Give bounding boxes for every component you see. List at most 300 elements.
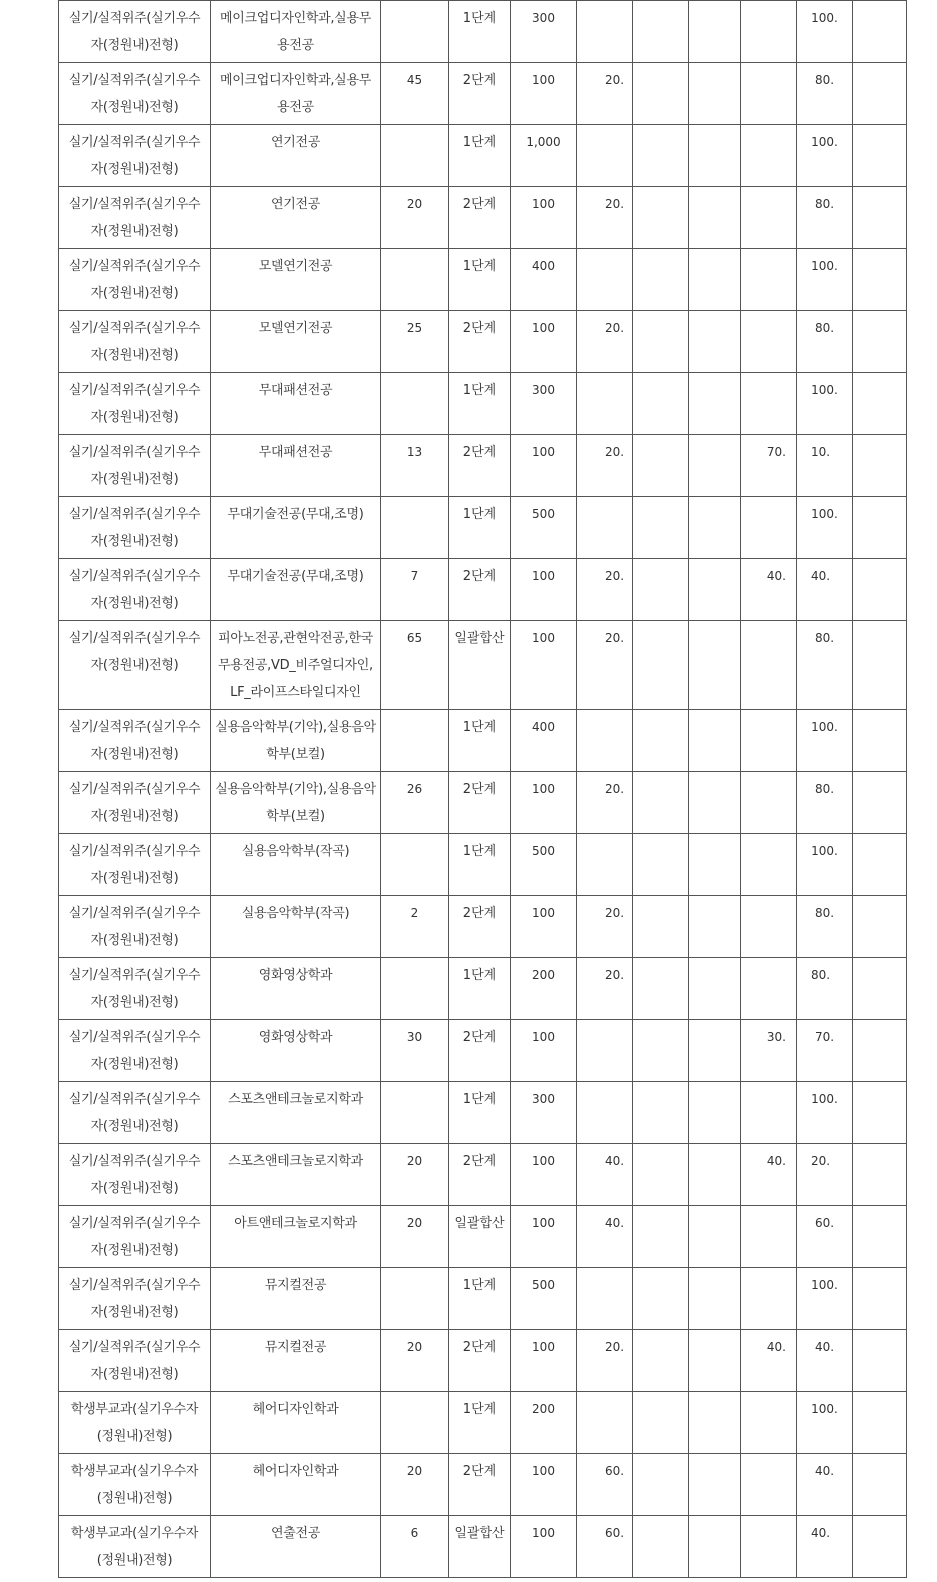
admission-type-cell: 실기/실적위주(실기우수자(정원내)전형): [59, 311, 211, 373]
score-ratio-cell-5: 100.: [797, 710, 853, 772]
stage-cell: 일괄합산: [449, 1206, 511, 1268]
major-cell: 스포츠앤테크놀로지학과: [211, 1144, 381, 1206]
admission-type-cell: 실기/실적위주(실기우수자(정원내)전형): [59, 373, 211, 435]
score-ratio-cell-2: [633, 1516, 689, 1578]
table-row: [59, 1, 907, 63]
score-ratio-cell-5: 80.: [797, 958, 853, 1020]
score-ratio-cell-4: [741, 958, 797, 1020]
quota-cell: 25: [381, 311, 449, 373]
score-ratio-cell-3: [689, 125, 741, 187]
quota-cell: [381, 249, 449, 311]
stage-cell: 2단계: [449, 896, 511, 958]
score-ratio-cell-1: [577, 1082, 633, 1144]
stage-cell: 일괄합산: [449, 621, 511, 710]
score-ratio-cell-6: [853, 710, 907, 772]
admission-type-cell: 실기/실적위주(실기우수자(정원내)전형): [59, 125, 211, 187]
selection-multiplier-cell: 100: [511, 896, 577, 958]
table-row: [59, 710, 907, 772]
score-ratio-cell-4: 30.: [741, 1020, 797, 1082]
stage-cell: 1단계: [449, 834, 511, 896]
quota-cell: 20: [381, 1144, 449, 1206]
table-row: [59, 125, 907, 187]
table-row: [59, 63, 907, 125]
score-ratio-cell-6: [853, 1020, 907, 1082]
score-ratio-cell-6: [853, 1454, 907, 1516]
selection-multiplier-cell: 100: [511, 772, 577, 834]
score-ratio-cell-1: 20.: [577, 63, 633, 125]
score-ratio-cell-6: [853, 834, 907, 896]
score-ratio-cell-3: [689, 1268, 741, 1330]
quota-cell: 20: [381, 1206, 449, 1268]
score-ratio-cell-4: [741, 1268, 797, 1330]
quota-cell: [381, 1, 449, 63]
score-ratio-cell-5: 100.: [797, 834, 853, 896]
score-ratio-cell-5: 100.: [797, 249, 853, 311]
score-ratio-cell-5: 20.: [797, 1144, 853, 1206]
admission-type-cell: 학생부교과(실기우수자(정원내)전형): [59, 1392, 211, 1454]
major-cell: 헤어디자인학과: [211, 1392, 381, 1454]
score-ratio-cell-5: 40.: [797, 1454, 853, 1516]
score-ratio-cell-3: [689, 1392, 741, 1454]
score-ratio-cell-1: [577, 1, 633, 63]
score-ratio-cell-4: [741, 187, 797, 249]
selection-multiplier-cell: 100: [511, 1516, 577, 1578]
score-ratio-cell-4: [741, 1516, 797, 1578]
major-cell: 피아노전공,관현악전공,한국무용전공,VD_비주얼디자인,LF_라이프스타일디자인: [211, 621, 381, 710]
score-ratio-cell-2: [633, 187, 689, 249]
major-cell: 헤어디자인학과: [211, 1454, 381, 1516]
stage-cell: 2단계: [449, 311, 511, 373]
admission-type-cell: 실기/실적위주(실기우수자(정원내)전형): [59, 1330, 211, 1392]
table-row: [59, 772, 907, 834]
score-ratio-cell-1: 60.: [577, 1516, 633, 1578]
score-ratio-cell-3: [689, 1206, 741, 1268]
stage-cell: 2단계: [449, 1454, 511, 1516]
score-ratio-cell-6: [853, 1082, 907, 1144]
score-ratio-cell-6: [853, 621, 907, 710]
quota-cell: 20: [381, 1454, 449, 1516]
major-cell: 무대패션전공: [211, 373, 381, 435]
score-ratio-cell-5: 100.: [797, 1082, 853, 1144]
score-ratio-cell-4: 40.: [741, 1144, 797, 1206]
score-ratio-cell-1: 40.: [577, 1144, 633, 1206]
quota-cell: 20: [381, 1330, 449, 1392]
score-ratio-cell-2: [633, 63, 689, 125]
score-ratio-cell-6: [853, 1144, 907, 1206]
score-ratio-cell-1: 20.: [577, 435, 633, 497]
admission-type-cell: 실기/실적위주(실기우수자(정원내)전형): [59, 1020, 211, 1082]
admission-type-cell: 실기/실적위주(실기우수자(정원내)전형): [59, 63, 211, 125]
table-row: [59, 559, 907, 621]
quota-cell: [381, 958, 449, 1020]
score-ratio-cell-1: [577, 1020, 633, 1082]
score-ratio-cell-2: [633, 435, 689, 497]
score-ratio-cell-4: [741, 834, 797, 896]
score-ratio-cell-6: [853, 1206, 907, 1268]
stage-cell: 2단계: [449, 559, 511, 621]
table-row: [59, 621, 907, 710]
score-ratio-cell-5: 80.: [797, 621, 853, 710]
score-ratio-cell-3: [689, 1020, 741, 1082]
score-ratio-cell-6: [853, 1516, 907, 1578]
selection-multiplier-cell: 100: [511, 1020, 577, 1082]
major-cell: 영화영상학과: [211, 1020, 381, 1082]
score-ratio-cell-4: [741, 311, 797, 373]
major-cell: 아트앤테크놀로지학과: [211, 1206, 381, 1268]
score-ratio-cell-5: 80.: [797, 896, 853, 958]
score-ratio-cell-3: [689, 1330, 741, 1392]
selection-multiplier-cell: 500: [511, 834, 577, 896]
stage-cell: 1단계: [449, 958, 511, 1020]
score-ratio-cell-1: 20.: [577, 772, 633, 834]
admission-type-cell: 실기/실적위주(실기우수자(정원내)전형): [59, 497, 211, 559]
score-ratio-cell-2: [633, 559, 689, 621]
score-ratio-cell-5: 80.: [797, 772, 853, 834]
score-ratio-cell-5: 100.: [797, 125, 853, 187]
score-ratio-cell-4: [741, 1392, 797, 1454]
major-cell: 연기전공: [211, 187, 381, 249]
score-ratio-cell-3: [689, 373, 741, 435]
score-ratio-cell-2: [633, 1392, 689, 1454]
score-ratio-cell-4: [741, 373, 797, 435]
selection-multiplier-cell: 500: [511, 497, 577, 559]
stage-cell: 1단계: [449, 1392, 511, 1454]
stage-cell: 1단계: [449, 497, 511, 559]
stage-cell: 1단계: [449, 1268, 511, 1330]
quota-cell: 30: [381, 1020, 449, 1082]
score-ratio-cell-4: [741, 896, 797, 958]
admission-type-cell: 실기/실적위주(실기우수자(정원내)전형): [59, 435, 211, 497]
admission-type-cell: 실기/실적위주(실기우수자(정원내)전형): [59, 1, 211, 63]
score-ratio-cell-2: [633, 497, 689, 559]
major-cell: 실용음악학부(작곡): [211, 834, 381, 896]
score-ratio-cell-1: 20.: [577, 896, 633, 958]
score-ratio-cell-2: [633, 1, 689, 63]
score-ratio-cell-6: [853, 187, 907, 249]
quota-cell: [381, 1082, 449, 1144]
score-ratio-cell-4: [741, 125, 797, 187]
score-ratio-cell-5: 80.: [797, 311, 853, 373]
score-ratio-cell-5: 10.: [797, 435, 853, 497]
selection-multiplier-cell: 100: [511, 1144, 577, 1206]
stage-cell: 일괄합산: [449, 1516, 511, 1578]
score-ratio-cell-5: 60.: [797, 1206, 853, 1268]
admission-type-cell: 실기/실적위주(실기우수자(정원내)전형): [59, 621, 211, 710]
score-ratio-cell-6: [853, 772, 907, 834]
stage-cell: 2단계: [449, 1330, 511, 1392]
table-row: [59, 1082, 907, 1144]
major-cell: 뮤지컬전공: [211, 1330, 381, 1392]
major-cell: 메이크업디자인학과,실용무용전공: [211, 1, 381, 63]
score-ratio-cell-5: 40.: [797, 1516, 853, 1578]
selection-multiplier-cell: 100: [511, 1206, 577, 1268]
score-ratio-cell-3: [689, 710, 741, 772]
score-ratio-cell-6: [853, 63, 907, 125]
admission-type-cell: 실기/실적위주(실기우수자(정원내)전형): [59, 958, 211, 1020]
score-ratio-cell-5: 80.: [797, 187, 853, 249]
score-ratio-cell-3: [689, 63, 741, 125]
score-ratio-cell-4: 40.: [741, 1330, 797, 1392]
score-ratio-cell-5: 70.: [797, 1020, 853, 1082]
table-row: [59, 896, 907, 958]
major-cell: 스포츠앤테크놀로지학과: [211, 1082, 381, 1144]
table-row: [59, 1206, 907, 1268]
score-ratio-cell-6: [853, 435, 907, 497]
score-ratio-cell-3: [689, 1144, 741, 1206]
major-cell: 모델연기전공: [211, 249, 381, 311]
table-row: [59, 373, 907, 435]
selection-multiplier-cell: 200: [511, 958, 577, 1020]
major-cell: 메이크업디자인학과,실용무용전공: [211, 63, 381, 125]
admission-type-cell: 실기/실적위주(실기우수자(정원내)전형): [59, 187, 211, 249]
score-ratio-cell-3: [689, 1454, 741, 1516]
score-ratio-cell-2: [633, 311, 689, 373]
table-row: [59, 1268, 907, 1330]
selection-multiplier-cell: 100: [511, 435, 577, 497]
score-ratio-cell-4: [741, 1, 797, 63]
score-ratio-cell-3: [689, 896, 741, 958]
score-ratio-cell-5: 80.: [797, 63, 853, 125]
admission-type-cell: 실기/실적위주(실기우수자(정원내)전형): [59, 1206, 211, 1268]
score-ratio-cell-3: [689, 834, 741, 896]
table-row: [59, 311, 907, 373]
score-ratio-cell-1: [577, 1392, 633, 1454]
score-ratio-cell-4: [741, 710, 797, 772]
major-cell: 실용음악학부(작곡): [211, 896, 381, 958]
score-ratio-cell-3: [689, 1082, 741, 1144]
admission-type-cell: 실기/실적위주(실기우수자(정원내)전형): [59, 710, 211, 772]
stage-cell: 1단계: [449, 373, 511, 435]
table-row: [59, 1516, 907, 1578]
admission-type-cell: 실기/실적위주(실기우수자(정원내)전형): [59, 559, 211, 621]
score-ratio-cell-4: [741, 1454, 797, 1516]
score-ratio-cell-6: [853, 1330, 907, 1392]
score-ratio-cell-6: [853, 559, 907, 621]
major-cell: 뮤지컬전공: [211, 1268, 381, 1330]
selection-multiplier-cell: 400: [511, 249, 577, 311]
score-ratio-cell-4: 70.: [741, 435, 797, 497]
score-ratio-cell-4: [741, 1082, 797, 1144]
table-row: [59, 435, 907, 497]
score-ratio-cell-4: [741, 621, 797, 710]
quota-cell: 13: [381, 435, 449, 497]
score-ratio-cell-1: 40.: [577, 1206, 633, 1268]
score-ratio-cell-5: 100.: [797, 1, 853, 63]
stage-cell: 2단계: [449, 187, 511, 249]
quota-cell: [381, 497, 449, 559]
quota-cell: [381, 125, 449, 187]
score-ratio-cell-2: [633, 1082, 689, 1144]
selection-multiplier-cell: 100: [511, 187, 577, 249]
major-cell: 연기전공: [211, 125, 381, 187]
admission-type-cell: 실기/실적위주(실기우수자(정원내)전형): [59, 834, 211, 896]
selection-multiplier-cell: 100: [511, 63, 577, 125]
quota-cell: [381, 1392, 449, 1454]
score-ratio-cell-2: [633, 1454, 689, 1516]
score-ratio-cell-4: [741, 772, 797, 834]
score-ratio-cell-4: [741, 1206, 797, 1268]
table-row: [59, 1330, 907, 1392]
score-ratio-cell-6: [853, 1392, 907, 1454]
score-ratio-cell-1: 60.: [577, 1454, 633, 1516]
score-ratio-cell-2: [633, 1268, 689, 1330]
selection-multiplier-cell: 100: [511, 311, 577, 373]
table-row: [59, 249, 907, 311]
quota-cell: [381, 373, 449, 435]
major-cell: 무대기술전공(무대,조명): [211, 559, 381, 621]
score-ratio-cell-1: 20.: [577, 559, 633, 621]
selection-multiplier-cell: 100: [511, 621, 577, 710]
score-ratio-cell-3: [689, 772, 741, 834]
quota-cell: 20: [381, 187, 449, 249]
selection-multiplier-cell: 200: [511, 1392, 577, 1454]
score-ratio-cell-1: 20.: [577, 1330, 633, 1392]
table-row: [59, 187, 907, 249]
score-ratio-cell-6: [853, 249, 907, 311]
selection-multiplier-cell: 100: [511, 1330, 577, 1392]
score-ratio-cell-5: 100.: [797, 1268, 853, 1330]
score-ratio-cell-2: [633, 1206, 689, 1268]
quota-cell: 45: [381, 63, 449, 125]
score-ratio-cell-1: [577, 834, 633, 896]
score-ratio-cell-2: [633, 710, 689, 772]
score-ratio-cell-3: [689, 559, 741, 621]
admission-type-cell: 실기/실적위주(실기우수자(정원내)전형): [59, 1268, 211, 1330]
table-row: [59, 958, 907, 1020]
stage-cell: 2단계: [449, 435, 511, 497]
score-ratio-cell-2: [633, 621, 689, 710]
major-cell: 연출전공: [211, 1516, 381, 1578]
selection-multiplier-cell: 400: [511, 710, 577, 772]
table-row: [59, 497, 907, 559]
admission-type-cell: 실기/실적위주(실기우수자(정원내)전형): [59, 896, 211, 958]
score-ratio-cell-3: [689, 497, 741, 559]
major-cell: 무대기술전공(무대,조명): [211, 497, 381, 559]
stage-cell: 1단계: [449, 1, 511, 63]
quota-cell: [381, 834, 449, 896]
score-ratio-cell-3: [689, 958, 741, 1020]
score-ratio-cell-5: 100.: [797, 497, 853, 559]
quota-cell: 6: [381, 1516, 449, 1578]
stage-cell: 1단계: [449, 125, 511, 187]
admission-type-cell: 학생부교과(실기우수자(정원내)전형): [59, 1454, 211, 1516]
score-ratio-cell-3: [689, 1, 741, 63]
score-ratio-cell-2: [633, 1330, 689, 1392]
score-ratio-cell-3: [689, 435, 741, 497]
selection-multiplier-cell: 300: [511, 1, 577, 63]
admission-table: [58, 0, 907, 1578]
quota-cell: 7: [381, 559, 449, 621]
quota-cell: 2: [381, 896, 449, 958]
score-ratio-cell-2: [633, 896, 689, 958]
selection-multiplier-cell: 300: [511, 1082, 577, 1144]
stage-cell: 1단계: [449, 1082, 511, 1144]
score-ratio-cell-1: 20.: [577, 311, 633, 373]
major-cell: 실용음악학부(기악),실용음악학부(보컬): [211, 710, 381, 772]
score-ratio-cell-2: [633, 958, 689, 1020]
table-row: [59, 1020, 907, 1082]
score-ratio-cell-3: [689, 249, 741, 311]
score-ratio-cell-1: [577, 710, 633, 772]
score-ratio-cell-2: [633, 1020, 689, 1082]
score-ratio-cell-6: [853, 125, 907, 187]
admission-type-cell: 실기/실적위주(실기우수자(정원내)전형): [59, 1144, 211, 1206]
table-row: [59, 1144, 907, 1206]
admission-type-cell: 실기/실적위주(실기우수자(정원내)전형): [59, 772, 211, 834]
score-ratio-cell-6: [853, 1, 907, 63]
score-ratio-cell-1: 20.: [577, 958, 633, 1020]
score-ratio-cell-5: 40.: [797, 559, 853, 621]
score-ratio-cell-1: 20.: [577, 187, 633, 249]
score-ratio-cell-2: [633, 373, 689, 435]
score-ratio-cell-6: [853, 896, 907, 958]
score-ratio-cell-4: [741, 63, 797, 125]
stage-cell: 1단계: [449, 249, 511, 311]
score-ratio-cell-5: 40.: [797, 1330, 853, 1392]
selection-multiplier-cell: 500: [511, 1268, 577, 1330]
score-ratio-cell-1: [577, 373, 633, 435]
score-ratio-cell-6: [853, 311, 907, 373]
stage-cell: 1단계: [449, 710, 511, 772]
score-ratio-cell-6: [853, 1268, 907, 1330]
table-row: [59, 834, 907, 896]
selection-multiplier-cell: 1,000: [511, 125, 577, 187]
score-ratio-cell-2: [633, 125, 689, 187]
score-ratio-cell-6: [853, 497, 907, 559]
score-ratio-cell-4: [741, 249, 797, 311]
stage-cell: 2단계: [449, 772, 511, 834]
stage-cell: 2단계: [449, 1020, 511, 1082]
quota-cell: [381, 710, 449, 772]
selection-multiplier-cell: 100: [511, 1454, 577, 1516]
major-cell: 영화영상학과: [211, 958, 381, 1020]
admission-type-cell: 학생부교과(실기우수자(정원내)전형): [59, 1516, 211, 1578]
score-ratio-cell-3: [689, 621, 741, 710]
score-ratio-cell-5: 100.: [797, 373, 853, 435]
quota-cell: [381, 1268, 449, 1330]
stage-cell: 2단계: [449, 63, 511, 125]
score-ratio-cell-3: [689, 311, 741, 373]
selection-multiplier-cell: 300: [511, 373, 577, 435]
major-cell: 무대패션전공: [211, 435, 381, 497]
score-ratio-cell-2: [633, 249, 689, 311]
score-ratio-cell-4: 40.: [741, 559, 797, 621]
major-cell: 실용음악학부(기악),실용음악학부(보컬): [211, 772, 381, 834]
major-cell: 모델연기전공: [211, 311, 381, 373]
score-ratio-cell-6: [853, 958, 907, 1020]
score-ratio-cell-3: [689, 1516, 741, 1578]
admission-type-cell: 실기/실적위주(실기우수자(정원내)전형): [59, 1082, 211, 1144]
score-ratio-cell-1: 20.: [577, 621, 633, 710]
quota-cell: 26: [381, 772, 449, 834]
score-ratio-cell-3: [689, 187, 741, 249]
score-ratio-cell-2: [633, 834, 689, 896]
selection-multiplier-cell: 100: [511, 559, 577, 621]
score-ratio-cell-2: [633, 1144, 689, 1206]
quota-cell: 65: [381, 621, 449, 710]
score-ratio-cell-5: 100.: [797, 1392, 853, 1454]
score-ratio-cell-1: [577, 497, 633, 559]
score-ratio-cell-1: [577, 1268, 633, 1330]
score-ratio-cell-2: [633, 772, 689, 834]
score-ratio-cell-6: [853, 373, 907, 435]
score-ratio-cell-4: [741, 497, 797, 559]
table-row: [59, 1392, 907, 1454]
stage-cell: 2단계: [449, 1144, 511, 1206]
table-row: [59, 1454, 907, 1516]
admission-type-cell: 실기/실적위주(실기우수자(정원내)전형): [59, 249, 211, 311]
score-ratio-cell-1: [577, 125, 633, 187]
